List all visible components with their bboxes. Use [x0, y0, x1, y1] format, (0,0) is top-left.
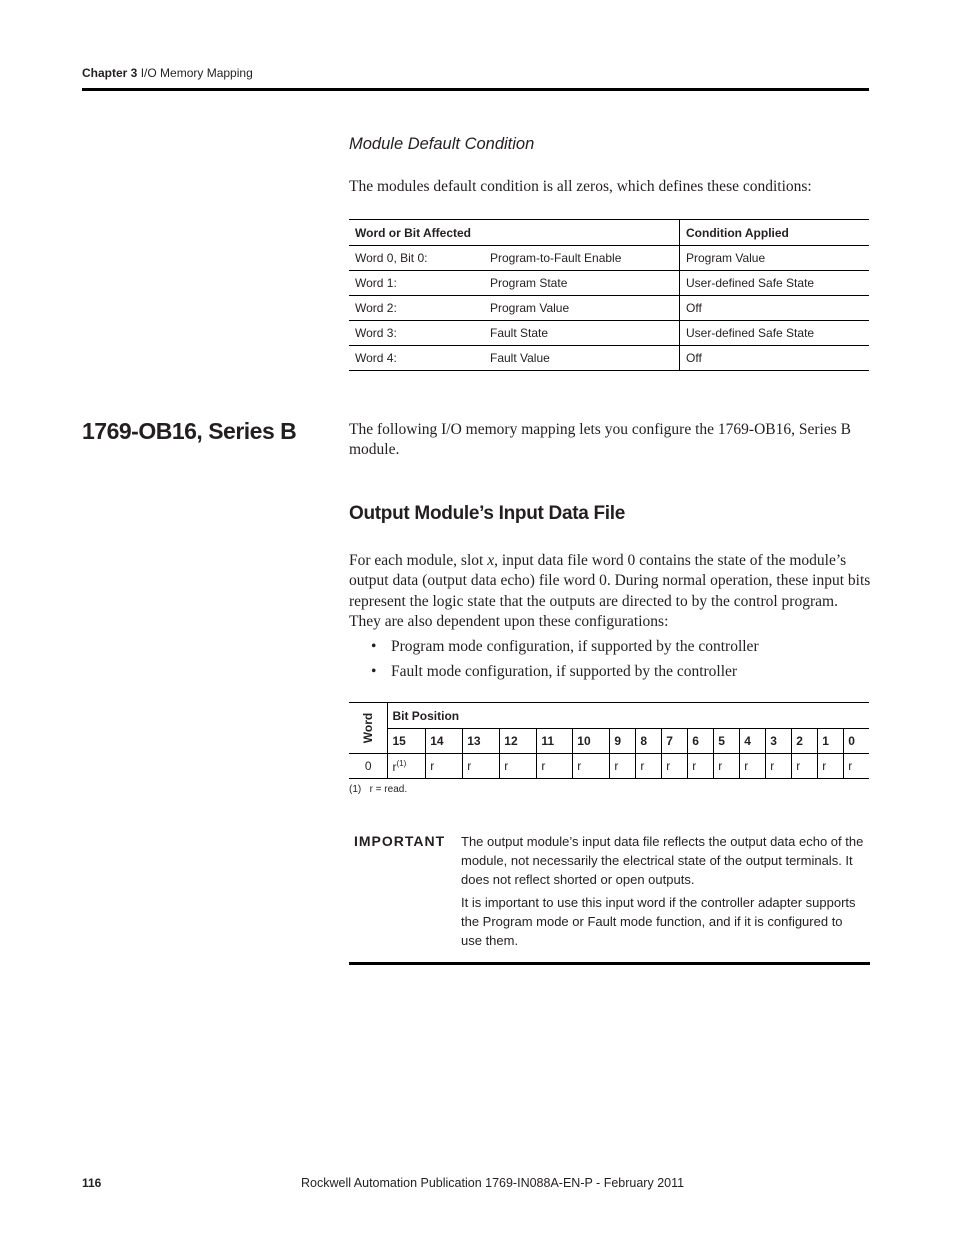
bit-header: 4: [740, 729, 766, 754]
table-footnote: (1) r = read.: [349, 784, 408, 795]
bit-header: 8: [636, 729, 662, 754]
table-cell: Word 3:: [349, 321, 484, 346]
bit-cell: r: [766, 754, 792, 779]
bit-header: 14: [426, 729, 463, 754]
table-cell: Program-to-Fault Enable: [484, 246, 680, 271]
bit-header: 5: [714, 729, 740, 754]
bit-header: 15: [388, 729, 426, 754]
table-cell: Program Value: [484, 296, 680, 321]
table-row: [349, 271, 869, 296]
bit-cell: r: [463, 754, 500, 779]
important-note: [349, 824, 870, 965]
important-paragraph: It is important to use this input word if the controller adapter supports the Program mode or Fault mode function, and if it is configured to use them.: [461, 895, 856, 948]
chapter-label: Chapter 3: [82, 66, 138, 80]
bit-position-header: Bit Position: [388, 703, 869, 729]
bit-header: 3: [766, 729, 792, 754]
publication-footer: Rockwell Automation Publication 1769-IN088A-EN-P - February 2011: [301, 1176, 685, 1190]
bit-cell: r: [573, 754, 610, 779]
table-cell: Word 0, Bit 0:: [349, 246, 484, 271]
bit-cell: r: [610, 754, 636, 779]
table-cell: Off: [680, 296, 870, 321]
bit-cell: r: [426, 754, 463, 779]
table-cell: Fault State: [484, 321, 680, 346]
table-cell: Program State: [484, 271, 680, 296]
bit-header: 6: [688, 729, 714, 754]
default-condition-paragraph: The modules default condition is all zeros, which defines these conditions:: [349, 178, 812, 195]
configuration-list: [371, 637, 759, 687]
bit-header: 11: [537, 729, 573, 754]
default-condition-table: [349, 219, 869, 371]
bit-cell: r: [740, 754, 766, 779]
bit-cell: r: [636, 754, 662, 779]
table-cell: Program Value: [680, 246, 870, 271]
bit-cell: r: [688, 754, 714, 779]
bit-cell: r: [500, 754, 537, 779]
bit-header: 13: [463, 729, 500, 754]
bit-header: 1: [818, 729, 844, 754]
page-number: 116: [82, 1176, 102, 1190]
list-item: • Fault mode configuration, if supported by the controller: [371, 663, 738, 680]
table-cell: Word 2:: [349, 296, 484, 321]
running-header: [82, 66, 253, 80]
table-cell: Word 1:: [349, 271, 484, 296]
bit-header: 2: [792, 729, 818, 754]
table-row: [349, 246, 869, 271]
bit-cell: r: [714, 754, 740, 779]
table-cell: Word 4:: [349, 346, 484, 371]
bit-cell: r: [792, 754, 818, 779]
important-paragraph: The output module’s input data file reflects the output data echo of the module, not necessarily the electrical state of the output terminals. It does not reflect shorted or open outputs.: [461, 834, 864, 887]
series-b-paragraph: The following I/O memory mapping lets you configure the 1769-OB16, Series B module.: [349, 421, 851, 458]
bit-cell: r: [844, 754, 869, 779]
bit-position-table: [349, 702, 869, 779]
table-cell: Fault Value: [484, 346, 680, 371]
table-header: Condition Applied: [680, 220, 870, 246]
input-data-file-paragraph: For each module, slot x, input data file word 0 contains the state of the module’s output data (output data echo) file word 0. During normal operation, these input bits represent the logic state that the outputs are directed to by the control program. They are also dependent upon these configurations:: [349, 552, 871, 630]
important-text: [461, 832, 865, 954]
bit-cell: r: [662, 754, 688, 779]
bit-cell: r: [818, 754, 844, 779]
section-heading-input-data-file: Output Module’s Input Data File: [349, 503, 626, 524]
table-cell: User-defined Safe State: [680, 321, 870, 346]
list-item: • Program mode configuration, if supported by the controller: [371, 638, 759, 655]
table-header: Word or Bit Affected: [349, 220, 680, 246]
bit-cell: $r^{(1)}$: [388, 754, 426, 779]
table-cell: Off: [680, 346, 870, 371]
bit-header: 9: [610, 729, 636, 754]
table-row: [349, 754, 869, 779]
section-heading-series-b: 1769-OB16, Series B: [82, 418, 297, 444]
bit-cell: r: [537, 754, 573, 779]
table-row: [349, 346, 869, 371]
table-row: [349, 296, 869, 321]
table-cell: User-defined Safe State: [680, 271, 870, 296]
word-column-header: Word: [349, 703, 388, 754]
bit-header: 12: [500, 729, 537, 754]
footnote-ref: (1): [396, 758, 407, 768]
bit-header: 10: [573, 729, 610, 754]
table-row: [349, 321, 869, 346]
word-number: 0: [349, 754, 388, 779]
bit-header: 7: [662, 729, 688, 754]
important-label: IMPORTANT: [354, 833, 446, 849]
chapter-title: I/O Memory Mapping: [140, 66, 253, 80]
bit-header: 0: [844, 729, 869, 754]
header-rule: [82, 88, 869, 91]
section-heading-default-condition: Module Default Condition: [349, 135, 535, 153]
